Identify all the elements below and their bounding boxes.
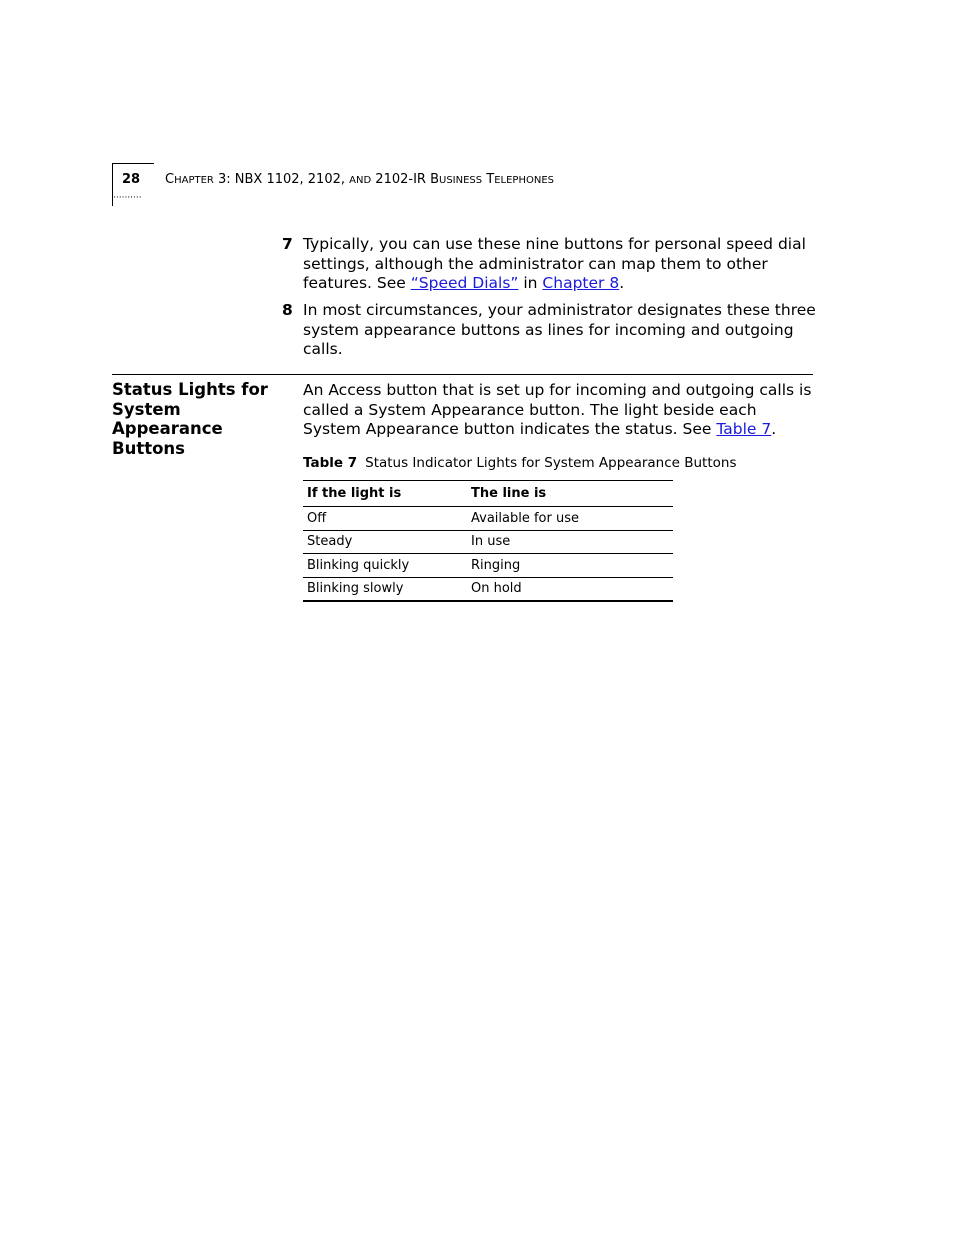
table-cell: In use	[467, 530, 673, 554]
table-cell: Blinking slowly	[303, 577, 467, 601]
table-header-cell: If the light is	[303, 481, 467, 507]
section-divider	[112, 374, 813, 375]
decorative-dot-rule: ··········	[113, 193, 142, 203]
table-cell: Steady	[303, 530, 467, 554]
table-caption	[303, 455, 737, 471]
step-text-7: Typically, you can use these nine buttons for personal speed dial settings, although the administrator can map them to other features. See “Speed Dials” in Chapter 8.	[303, 235, 806, 292]
section-body: An Access button that is set up for incoming and outgoing calls is called a System Appearance button. The light beside each System Appearance button indicates the status. See Table 7.	[303, 381, 812, 438]
step-number-7: 7	[282, 235, 293, 253]
table-header-cell: The line is	[467, 481, 673, 507]
chapter-8-link[interactable]: Chapter 8	[542, 274, 620, 292]
table-cell: Available for use	[467, 507, 673, 531]
table-7-link[interactable]: Table 7	[716, 420, 772, 438]
status-lights-table	[303, 480, 673, 602]
table-cell: Off	[303, 507, 467, 531]
table-row	[303, 507, 673, 531]
speed-dials-link[interactable]: “Speed Dials”	[410, 274, 519, 292]
table-row	[303, 577, 673, 601]
page-number: 28	[122, 172, 141, 187]
table-header-row	[303, 481, 673, 507]
table-cell: Ringing	[467, 554, 673, 578]
section-heading: Status Lights for System Appearance Buttons	[112, 380, 268, 458]
step-number-8: 8	[282, 301, 293, 319]
table-row	[303, 554, 673, 578]
table-caption-label: Table 7	[303, 455, 358, 471]
table-cell: Blinking quickly	[303, 554, 467, 578]
running-head: CHAPTER 3: NBX 1102, 2102, AND 2102-IR BUSINESS TELEPHONES	[165, 172, 554, 187]
table-cell: On hold	[467, 577, 673, 601]
step-text-8: In most circumstances, your administrator designates these three system appearance buttons as lines for incoming and outgoing calls.	[303, 301, 816, 358]
table-row	[303, 530, 673, 554]
table-caption-text: Status Indicator Lights for System Appearance Buttons	[365, 455, 737, 471]
